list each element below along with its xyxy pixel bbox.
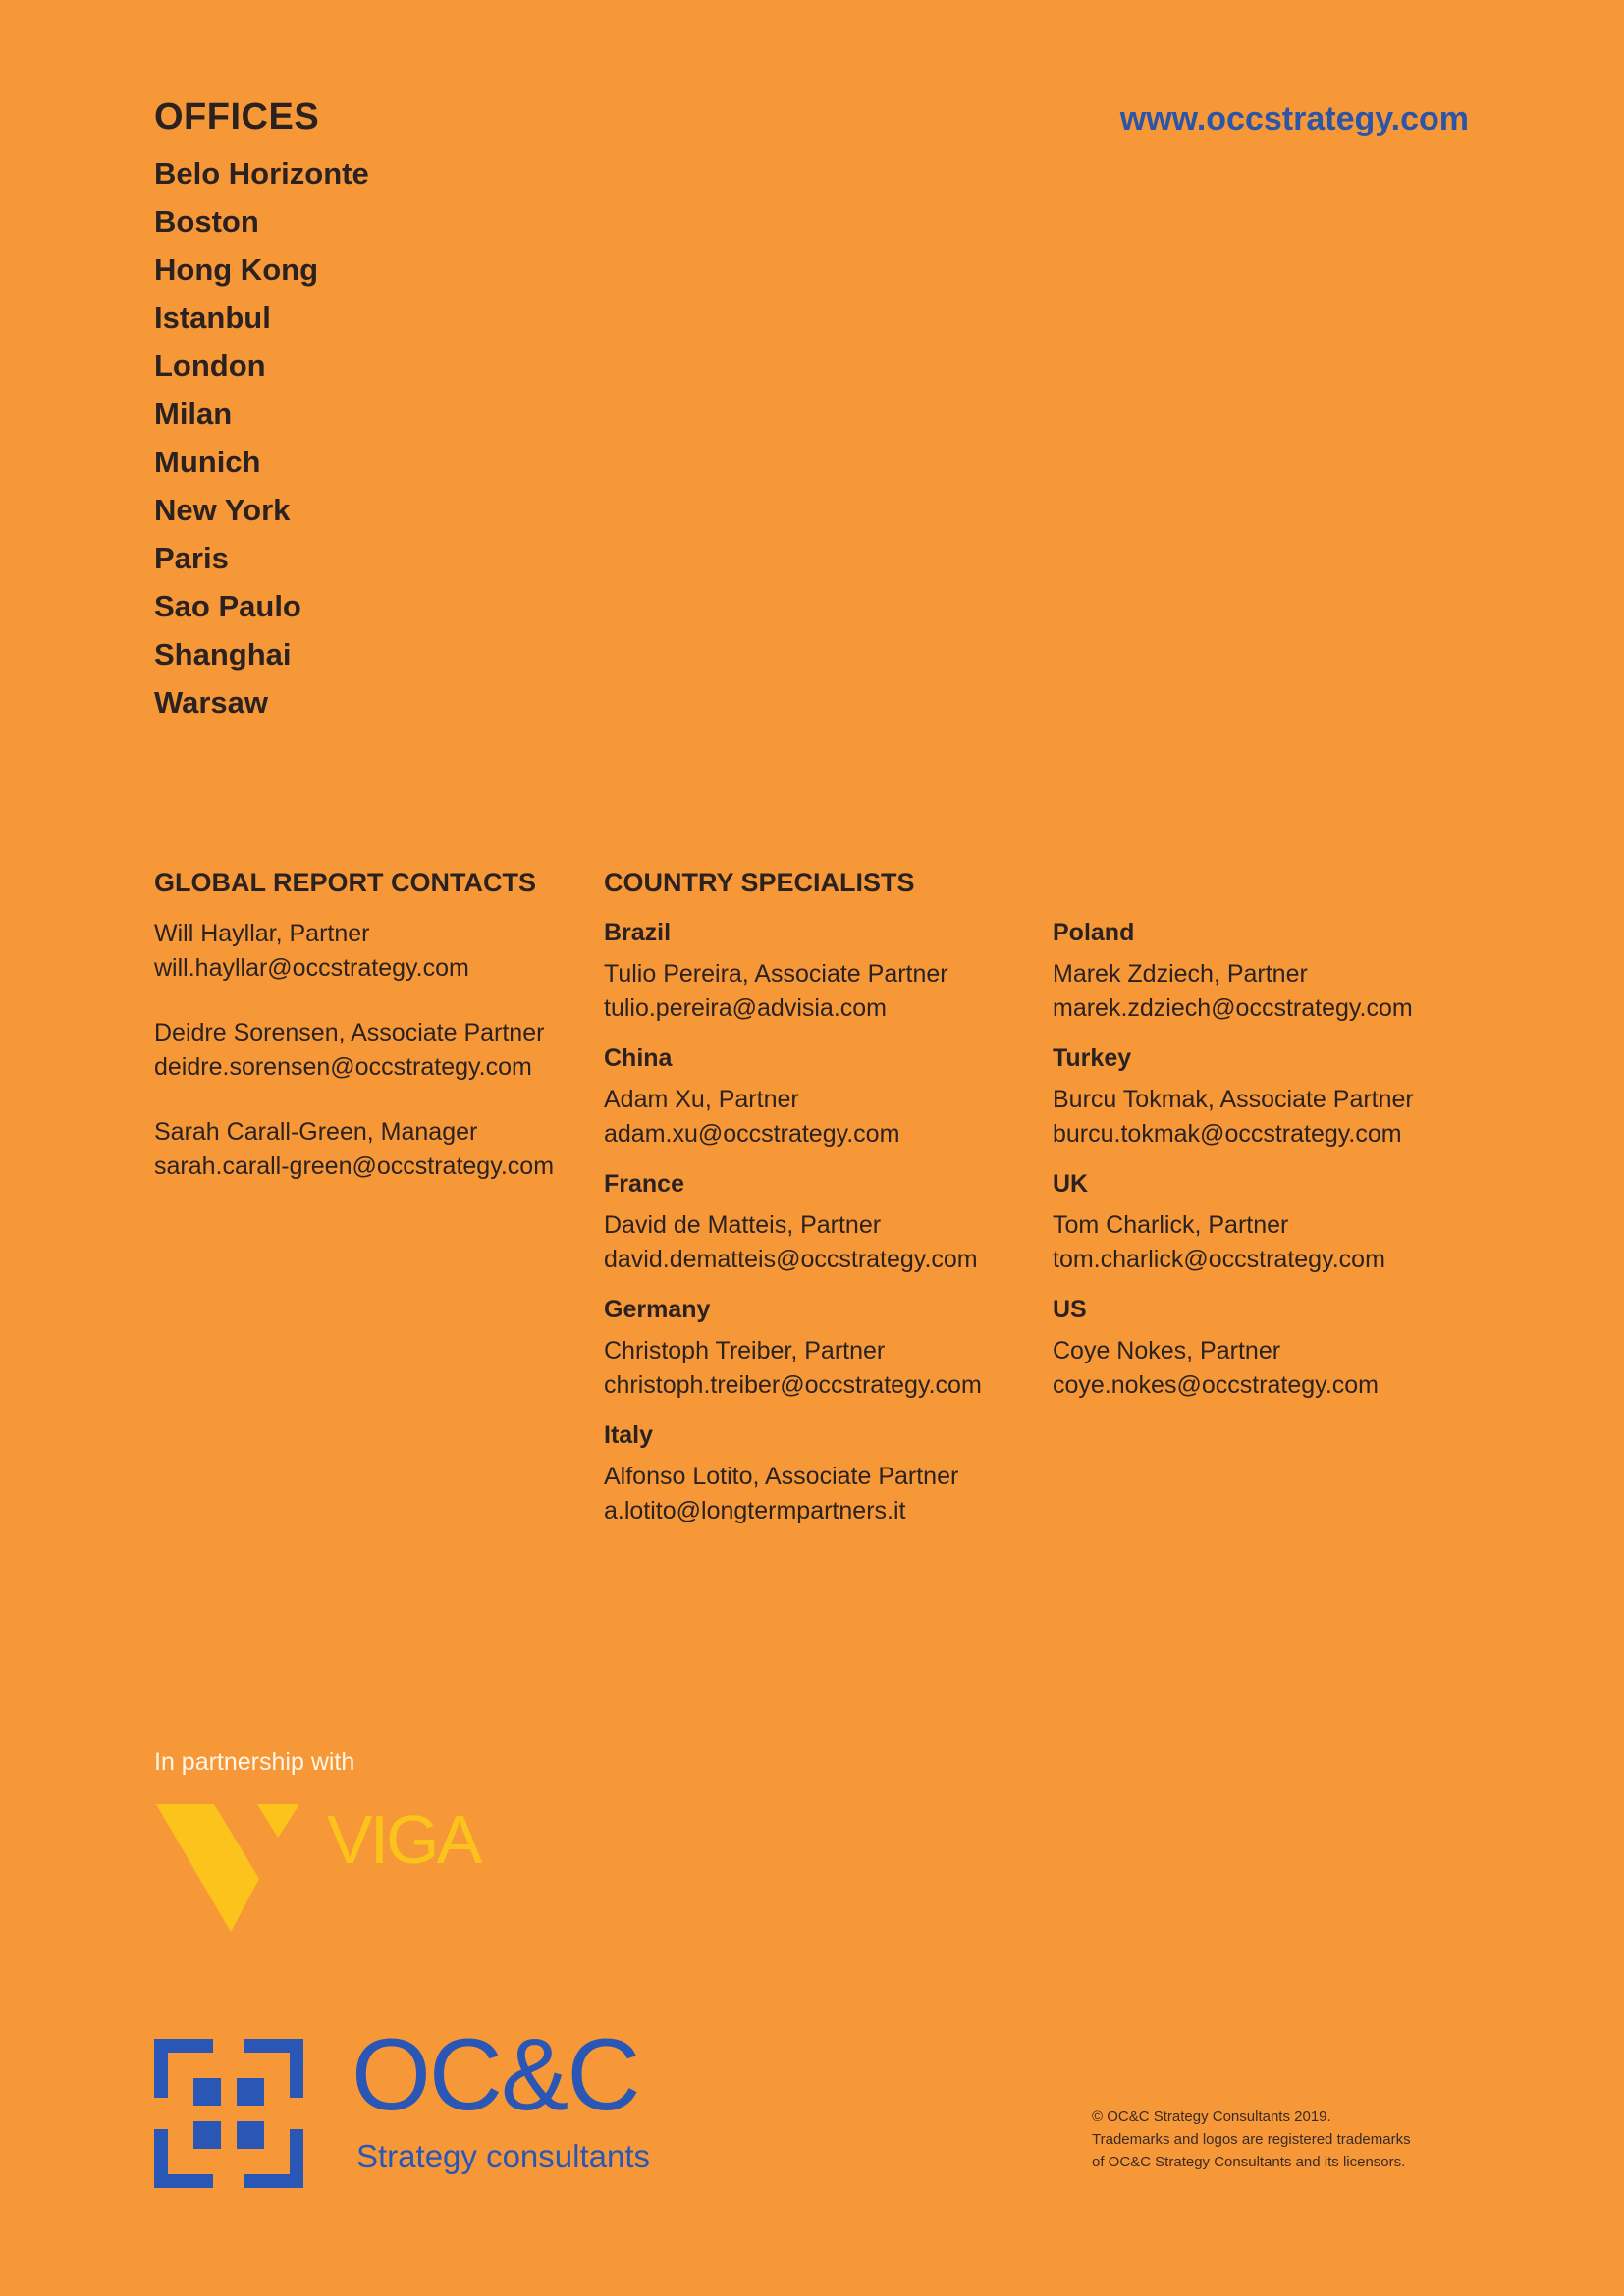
legal-line: © OC&C Strategy Consultants 2019. (1092, 2109, 1331, 2125)
contact-name: Deidre Sorensen, Associate Partner (154, 1019, 545, 1046)
office-city: Warsaw (154, 685, 269, 720)
country-name: France (604, 1170, 684, 1198)
office-city: Shanghai (154, 637, 292, 671)
specialist-entry (604, 1293, 982, 1418)
country-name: Germany (604, 1296, 711, 1323)
contact-email[interactable]: marek.zdziech@occstrategy.com (1053, 994, 1413, 1022)
specialist-entry (1053, 1293, 1414, 1418)
occ-wordmark: OC&C (352, 2018, 639, 2132)
contact-name: Tom Charlick, Partner (1053, 1211, 1289, 1239)
country-name: Brazil (604, 919, 672, 946)
offices-title: OFFICES (154, 96, 320, 137)
country-name: UK (1053, 1170, 1089, 1198)
office-city: Munich (154, 445, 261, 479)
contact-entry (154, 917, 554, 986)
contact-email[interactable]: david.dematteis@occstrategy.com (604, 1246, 978, 1273)
viga-logo-triangle (257, 1804, 299, 1838)
contact-name: Adam Xu, Partner (604, 1086, 799, 1113)
offices-list (154, 149, 369, 726)
specialist-entry (1053, 1041, 1414, 1167)
partnership-label: In partnership with (154, 1748, 355, 1776)
contact-email[interactable]: sarah.carall-green@occstrategy.com (154, 1152, 555, 1180)
viga-wordmark: VIGA (327, 1804, 480, 1878)
country-name: Poland (1053, 919, 1135, 946)
office-city: Hong Kong (154, 252, 319, 287)
website-link[interactable]: www.occstrategy.com (1119, 100, 1469, 137)
country-name: Italy (604, 1421, 654, 1449)
legal-notice (1092, 2106, 1411, 2173)
office-city: London (154, 348, 266, 383)
contact-name: Christoph Treiber, Partner (604, 1337, 886, 1364)
viga-logo (154, 1804, 508, 1937)
country-name: Turkey (1053, 1044, 1132, 1072)
contact-name: Marek Zdziech, Partner (1053, 960, 1308, 988)
contact-email[interactable]: tom.charlick@occstrategy.com (1053, 1246, 1385, 1273)
specialist-entry (604, 1167, 982, 1293)
office-city: Milan (154, 397, 233, 431)
specialist-entry (1053, 1167, 1414, 1293)
contact-entry (154, 1016, 554, 1085)
office-city: Boston (154, 204, 259, 239)
contact-name: David de Matteis, Partner (604, 1211, 882, 1239)
contact-email[interactable]: tulio.pereira@advisia.com (604, 994, 888, 1022)
specialist-entry (1053, 916, 1414, 1041)
legal-line: of OC&C Strategy Consultants and its licensors. (1092, 2154, 1406, 2170)
office-city: New York (154, 493, 291, 527)
contact-entry (154, 1115, 554, 1184)
occ-tagline: Strategy consultants (356, 2138, 650, 2174)
contact-name: Sarah Carall-Green, Manager (154, 1118, 478, 1146)
office-city: Istanbul (154, 300, 271, 335)
specialists-column-2 (1053, 916, 1414, 1418)
office-city: Belo Horizonte (154, 156, 369, 190)
office-city: Paris (154, 541, 229, 575)
contact-email[interactable]: a.lotito@longtermpartners.it (604, 1497, 906, 1524)
contact-email[interactable]: deidre.sorensen@occstrategy.com (154, 1053, 532, 1081)
contact-name: Burcu Tokmak, Associate Partner (1053, 1086, 1414, 1113)
contact-name: Will Hayllar, Partner (154, 920, 370, 947)
country-name: China (604, 1044, 673, 1072)
legal-line: Trademarks and logos are registered trademarks (1092, 2131, 1411, 2148)
viga-logo-chevron (156, 1804, 259, 1932)
contact-email[interactable]: will.hayllar@occstrategy.com (154, 954, 469, 982)
global-contacts-list (154, 917, 554, 1214)
specialists-column-1 (604, 916, 982, 1544)
country-specialists-title: COUNTRY SPECIALISTS (604, 868, 915, 897)
contact-name: Coye Nokes, Partner (1053, 1337, 1281, 1364)
office-city: Sao Paulo (154, 589, 301, 623)
occ-logo-icon (154, 2039, 303, 2188)
contact-name: Alfonso Lotito, Associate Partner (604, 1463, 959, 1490)
global-contacts-title: GLOBAL REPORT CONTACTS (154, 868, 536, 897)
contact-name: Tulio Pereira, Associate Partner (604, 960, 948, 988)
specialist-entry (604, 1418, 982, 1544)
contact-email[interactable]: coye.nokes@occstrategy.com (1053, 1371, 1379, 1399)
specialist-entry (604, 916, 982, 1041)
specialist-entry (604, 1041, 982, 1167)
contact-email[interactable]: burcu.tokmak@occstrategy.com (1053, 1120, 1402, 1148)
country-name: US (1053, 1296, 1087, 1323)
contact-email[interactable]: adam.xu@occstrategy.com (604, 1120, 900, 1148)
contact-email[interactable]: christoph.treiber@occstrategy.com (604, 1371, 982, 1399)
